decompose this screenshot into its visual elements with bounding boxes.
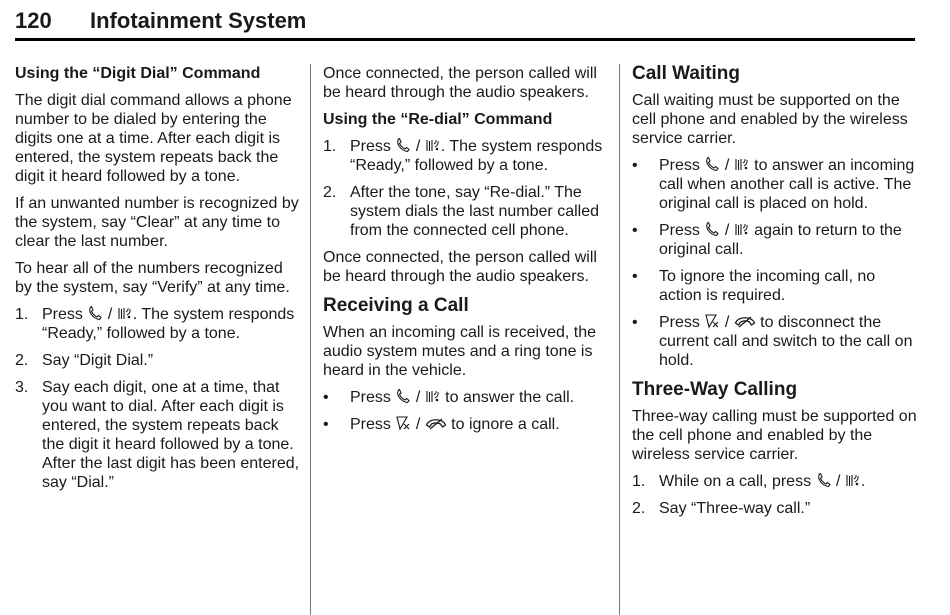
- voice-recognition-icon: [117, 305, 133, 321]
- digit-dial-heading: Using the “Digit Dial” Command: [15, 65, 261, 82]
- phone-icon: [87, 305, 103, 321]
- step-number: 1.: [323, 138, 337, 155]
- call-waiting-title: Call Waiting: [632, 63, 741, 84]
- step-number: 1.: [632, 473, 646, 490]
- list-item: 1. While on a call, press / .: [632, 473, 866, 490]
- voice-recognition-icon: [734, 221, 750, 237]
- list-item: 3. Say each digit, one at a time, that you want to dial. After each digit is entered, the system repeats back the digit it heard followed by a tone. After the last digit has been entered, say “Dial.”: [15, 379, 300, 491]
- voice-recognition-icon: [425, 137, 441, 153]
- paragraph: Three-way calling must be supported on the cell phone and enabled by the wireless service carrier.: [632, 408, 917, 463]
- phone-icon: [816, 472, 832, 488]
- list-item: 2. Say “Digit Dial.”: [15, 352, 154, 369]
- column-1: [15, 64, 300, 500]
- page-title: Infotainment System: [90, 8, 307, 33]
- receiving-call-title: Receiving a Call: [323, 295, 469, 316]
- list-item: • Press / again to return to the original call.: [632, 222, 902, 258]
- bullet: •: [323, 389, 329, 406]
- voice-recognition-icon: [734, 156, 750, 172]
- step-number: 2.: [632, 500, 646, 517]
- list-item: 1. Press / . The system responds “Ready,” followed by a tone.: [15, 306, 295, 342]
- column-divider: [619, 64, 620, 615]
- list-item: • Press / to disconnect the current call and switch to the call on hold.: [632, 314, 913, 369]
- end-call-icon: [395, 415, 411, 431]
- step-number: 2.: [15, 352, 29, 369]
- hang-up-icon: [425, 415, 447, 431]
- three-way-steps: [632, 472, 917, 518]
- hang-up-icon: [734, 313, 756, 329]
- page-number: 120: [15, 8, 52, 33]
- paragraph: To hear all of the numbers recognized by the system, say “Verify” at any time.: [15, 260, 290, 296]
- bullet: •: [632, 222, 638, 239]
- step-number: 1.: [15, 306, 29, 323]
- bullet: •: [632, 314, 638, 331]
- bullet: •: [632, 268, 638, 285]
- list-item: • Press / to answer the call.: [323, 389, 575, 406]
- call-waiting-bullets: [632, 156, 917, 370]
- column-2: [323, 64, 608, 442]
- page-header: [15, 8, 915, 41]
- phone-icon: [704, 156, 720, 172]
- list-item: 1. Press / . The system responds “Ready,” followed by a tone.: [323, 138, 603, 174]
- bullet: •: [323, 416, 329, 433]
- re-dial-heading: Using the “Re-dial” Command: [323, 111, 553, 128]
- phone-icon: [395, 388, 411, 404]
- paragraph: If an unwanted number is recognized by the system, say “Clear” at any time to clear the last number.: [15, 195, 299, 250]
- list-item: • Press / to answer an incoming call when another call is active. The original call is placed on hold.: [632, 157, 915, 212]
- step-number: 3.: [15, 379, 29, 396]
- voice-recognition-icon: [845, 472, 861, 488]
- step-number: 2.: [323, 184, 337, 201]
- phone-icon: [704, 221, 720, 237]
- three-way-calling-title: Three-Way Calling: [632, 379, 798, 400]
- bullet: •: [632, 157, 638, 174]
- paragraph: Call waiting must be supported on the cell phone and enabled by the wireless service carrier.: [632, 92, 908, 147]
- re-dial-steps: [323, 137, 608, 240]
- phone-icon: [395, 137, 411, 153]
- paragraph: Once connected, the person called will be heard through the audio speakers.: [323, 65, 597, 101]
- column-3: [632, 64, 917, 526]
- paragraph: The digit dial command allows a phone number to be dialed by entering the digits one at a time. After each digit is entered, the system repeats back the digit it heard followed by a tone.: [15, 92, 292, 185]
- list-item: 2. After the tone, say “Re-dial.” The system dials the last number called from the connected cell phone.: [323, 184, 599, 239]
- list-item: • Press / to ignore a call.: [323, 416, 560, 433]
- end-call-icon: [704, 313, 720, 329]
- voice-recognition-icon: [425, 388, 441, 404]
- paragraph: Once connected, the person called will be heard through the audio speakers.: [323, 249, 597, 285]
- receiving-call-bullets: [323, 388, 608, 434]
- list-item: 2. Say “Three-way call.”: [632, 500, 811, 517]
- column-divider: [310, 64, 311, 615]
- paragraph: When an incoming call is received, the audio system mutes and a ring tone is heard in the vehicle.: [323, 324, 597, 379]
- list-item: • To ignore the incoming call, no action is required.: [632, 268, 876, 304]
- digit-dial-steps: [15, 305, 300, 492]
